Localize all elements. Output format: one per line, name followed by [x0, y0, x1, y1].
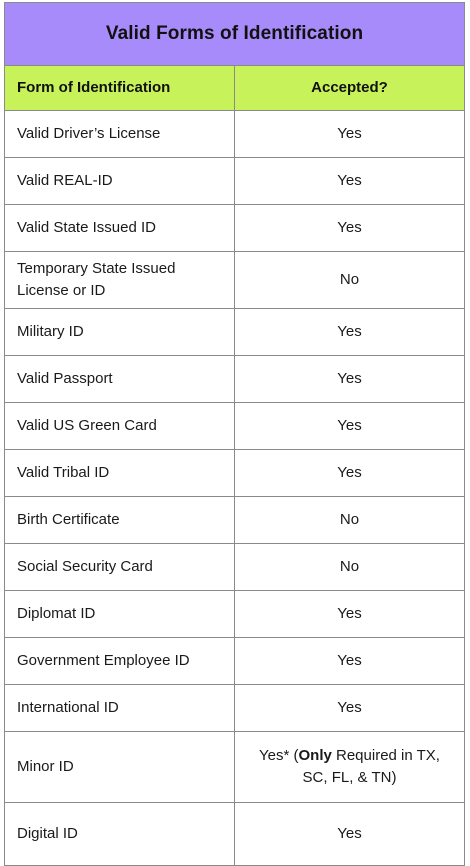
table-row — [5, 309, 465, 356]
accepted-cell: No — [235, 252, 465, 309]
table-row — [5, 544, 465, 591]
form-cell: Minor ID — [5, 732, 235, 803]
table-row — [5, 111, 465, 158]
accepted-cell: Yes — [235, 403, 465, 450]
table-row — [5, 403, 465, 450]
table-row — [5, 638, 465, 685]
form-cell: International ID — [5, 685, 235, 732]
table-row — [5, 591, 465, 638]
table-row — [5, 356, 465, 403]
accepted-cell: Yes — [235, 638, 465, 685]
form-cell: Diplomat ID — [5, 591, 235, 638]
accepted-cell — [235, 732, 465, 803]
form-cell: Valid REAL-ID — [5, 158, 235, 205]
table-row — [5, 450, 465, 497]
column-header-accepted: Accepted? — [235, 66, 465, 111]
accepted-cell: Yes — [235, 356, 465, 403]
accepted-note-post: Required in TX, SC, FL, & TN) — [302, 747, 440, 786]
form-cell: Birth Certificate — [5, 497, 235, 544]
table-row — [5, 685, 465, 732]
table-row — [5, 803, 465, 866]
form-cell: Digital ID — [5, 803, 235, 866]
table-row — [5, 252, 465, 309]
accepted-cell: No — [235, 497, 465, 544]
accepted-note-bold: Only — [298, 747, 332, 764]
form-cell: Valid Passport — [5, 356, 235, 403]
accepted-cell: Yes — [235, 591, 465, 638]
accepted-cell: Yes — [235, 803, 465, 866]
header-row — [5, 66, 465, 111]
form-cell: Temporary State Issued License or ID — [5, 252, 235, 309]
accepted-note-pre: Yes* ( — [259, 747, 299, 764]
table-row — [5, 732, 465, 803]
form-cell: Military ID — [5, 309, 235, 356]
accepted-cell: Yes — [235, 450, 465, 497]
form-cell: Valid Tribal ID — [5, 450, 235, 497]
title-row — [5, 3, 465, 66]
form-cell: Social Security Card — [5, 544, 235, 591]
table-row — [5, 205, 465, 252]
table-title: Valid Forms of Identification — [5, 3, 465, 66]
form-cell: Valid State Issued ID — [5, 205, 235, 252]
column-header-form: Form of Identification — [5, 66, 235, 111]
identification-table — [4, 2, 465, 866]
form-cell: Valid US Green Card — [5, 403, 235, 450]
accepted-cell: Yes — [235, 205, 465, 252]
form-cell: Valid Driver’s License — [5, 111, 235, 158]
table-row — [5, 158, 465, 205]
accepted-cell: Yes — [235, 309, 465, 356]
accepted-cell: No — [235, 544, 465, 591]
form-cell: Government Employee ID — [5, 638, 235, 685]
accepted-cell: Yes — [235, 685, 465, 732]
accepted-cell: Yes — [235, 158, 465, 205]
table-row — [5, 497, 465, 544]
accepted-cell: Yes — [235, 111, 465, 158]
